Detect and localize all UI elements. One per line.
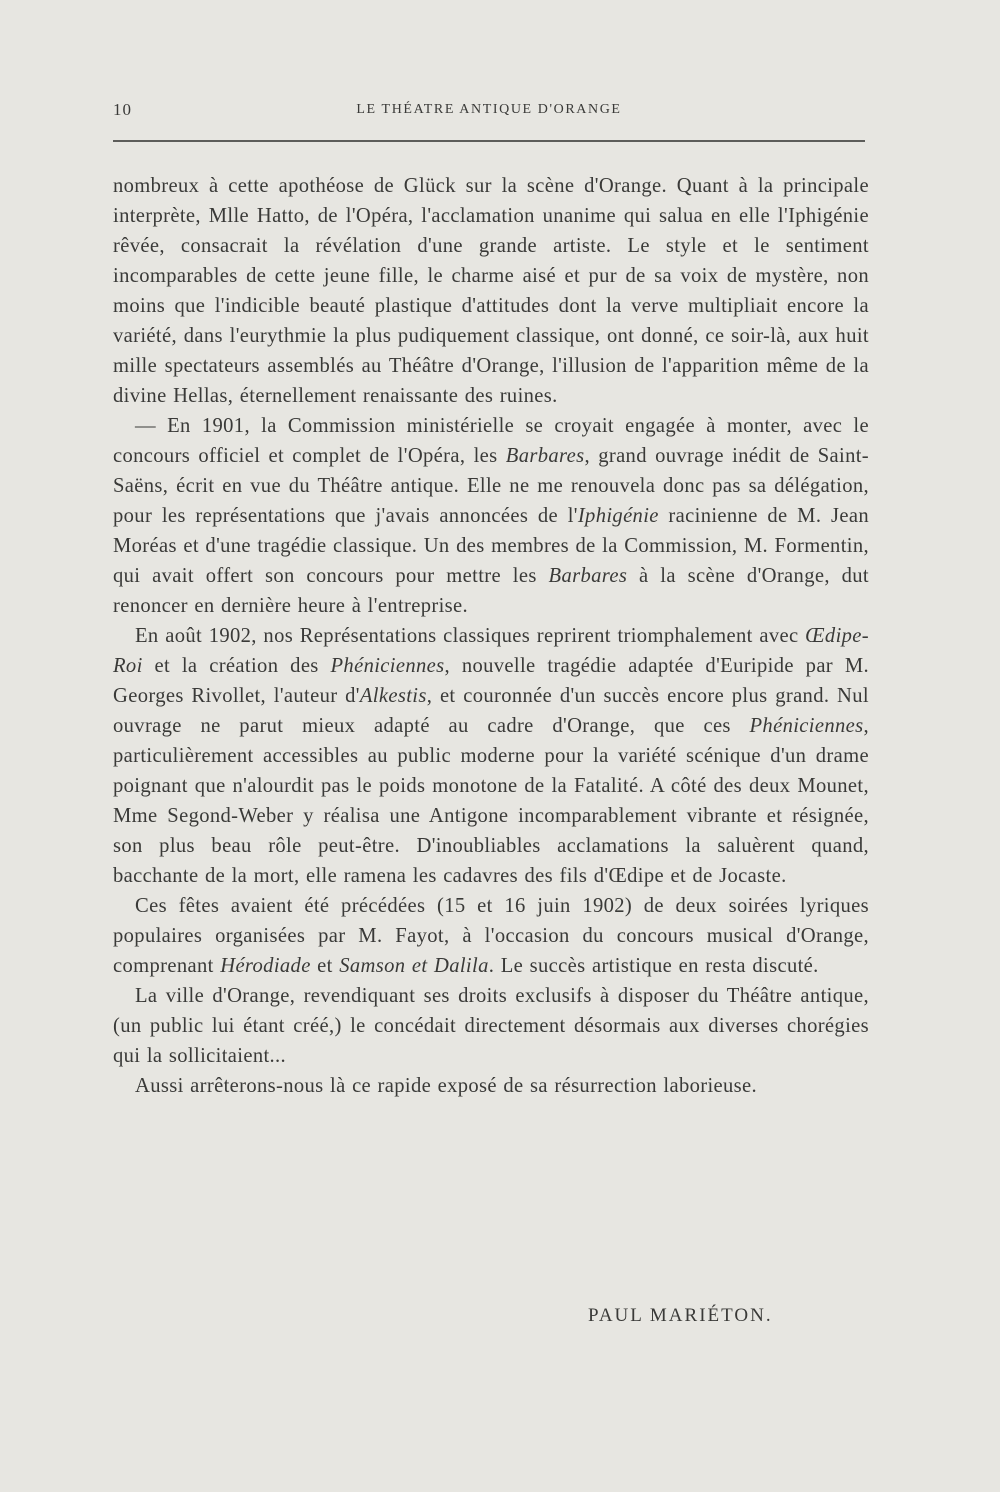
- text-run: . Le succès artistique en resta discuté.: [488, 955, 819, 977]
- body-text: [113, 171, 869, 1101]
- italic-title: Phéniciennes: [330, 655, 445, 677]
- text-run: , grand ouvrage inédit de Saint-Saëns, écrit en vue du Théâtre antique. Elle ne me renouvela donc pas sa délégation, pour les représentations que j'avais annoncées de l': [113, 445, 869, 527]
- text-run: et: [310, 955, 340, 977]
- text-run: — En 1901, la Commission ministérielle se croyait engagée à monter, avec le concours officiel et complet de l'Opéra, les: [113, 415, 869, 467]
- italic-title: Iphigénie: [577, 505, 659, 527]
- paragraph: [113, 621, 869, 891]
- text-run: Ces fêtes avaient été précédées (15 et 16 juin 1902) de deux soirées lyriques populaires organisées par M. Fayot, à l'occasion du concours musical d'Orange, comprenant: [113, 895, 869, 977]
- page-header: [113, 100, 865, 126]
- text-run: Aussi arrêterons-nous là ce rapide exposé de sa résurrection laborieuse.: [135, 1075, 758, 1097]
- paragraph: [113, 411, 869, 621]
- italic-title: Samson et Dalila: [339, 955, 489, 977]
- italic-title: Alkestis: [359, 685, 427, 707]
- text-run: à la scène d'Orange, dut renoncer en dernière heure à l'entreprise.: [113, 565, 869, 617]
- page-number: 10: [113, 100, 132, 119]
- paragraph: [113, 171, 869, 411]
- text-run: En août 1902, nos Représentations classiques reprirent triomphalement avec: [135, 625, 806, 647]
- text-run: La ville d'Orange, revendiquant ses droits exclusifs à disposer du Théâtre antique, (un public lui étant créé,) le concédait directement désormais aux diverses chorégies qui la sollicitaient...: [113, 985, 869, 1067]
- italic-title: Œdipe-Roi: [113, 625, 869, 677]
- text-run: nombreux à cette apothéose de Glück sur la scène d'Orange. Quant à la principale interprète, Mlle Hatto, de l'Opéra, l'acclamation unanime qui salua en elle l'Iphigénie rêvée, consacrait la révélation d'une grande artiste. Le style et le sentiment incomparables de cette jeune fille, le charme aisé et pur de sa voix de mystère, non moins que l'indicible beauté plastique d'attitudes dont la verve multipliait encore la variété, dans l'eurythmie la plus pudiquement classique, ont donné, ce soir-là, aux huit mille spectateurs assemblés au Théâtre d'Orange, l'illusion de l'apparition même de la divine Hellas, éternellement renaissante des ruines.: [113, 175, 869, 407]
- italic-title: Hérodiade: [220, 955, 311, 977]
- paragraph: [113, 981, 869, 1071]
- header-rule: [113, 140, 865, 142]
- paragraph: [113, 891, 869, 981]
- italic-title: Phéniciennes: [749, 715, 864, 737]
- text-run: , particulièrement accessibles au public moderne pour la variété scénique d'un drame poignant que n'alourdit pas le poids monotone de la Fatalité. A côté des deux Mounet, Mme Segond-Weber y réalisa une Antigone incomparablement vibrante et résignée, son plus beau rôle peut-être. D'inoubliables acclamations la saluèrent quand, bacchante de la mort, elle ramena les cadavres des fils d'Œdipe et de Jocaste.: [113, 715, 869, 887]
- text-run: , et couronnée d'un succès encore plus grand. Nul ouvrage ne parut mieux adapté au cadre d'Orange, que ces: [113, 685, 869, 737]
- italic-title: Barbares: [548, 565, 628, 587]
- italic-title: Barbares: [505, 445, 585, 467]
- text-run: et la création des: [142, 655, 331, 677]
- paragraph: [113, 1071, 869, 1101]
- text-run: racinienne de M. Jean Moréas et d'une tragédie classique. Un des membres de la Commission, M. Formentin, qui avait offert son concours pour mettre les: [113, 505, 869, 587]
- text-run: , nouvelle tragédie adaptée d'Euripide par M. Georges Rivollet, l'auteur d': [113, 655, 869, 707]
- author-signature: PAUL MARIÉTON.: [588, 1305, 773, 1326]
- running-title: LE THÉATRE ANTIQUE D'ORANGE: [356, 102, 622, 117]
